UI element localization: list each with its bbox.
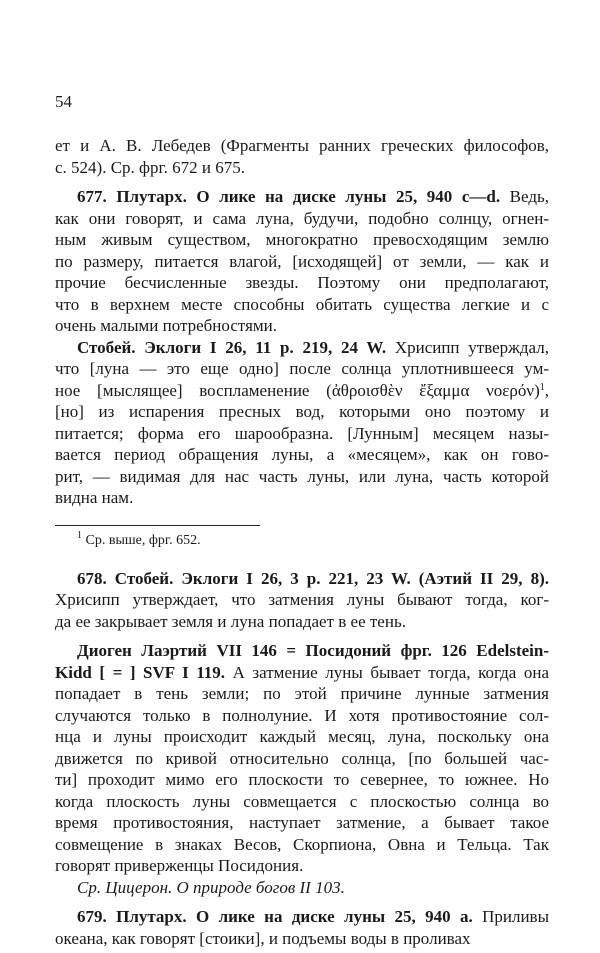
text-line bbox=[55, 726, 549, 748]
text-line bbox=[55, 791, 549, 813]
text-line bbox=[55, 208, 549, 230]
continuation-paragraph bbox=[55, 135, 549, 178]
text-run: как они говорят, и сама луна, будучи, подобно солнцу, огнен- bbox=[55, 208, 549, 228]
text-run: рит, — видимая для нас часть луны, или луна, часть которой bbox=[55, 466, 549, 486]
text-line bbox=[55, 186, 549, 208]
text-run: совмещение в знаках Весов, Скорпиона, Овна и Тельца. Так bbox=[55, 834, 549, 854]
crossref-paragraph bbox=[55, 877, 549, 899]
footnote-marker: 1 bbox=[539, 381, 545, 393]
text-line bbox=[55, 315, 549, 337]
fragment-heading: Kidd [ = ] SVF I 119. bbox=[55, 662, 226, 682]
fragment-paragraph bbox=[55, 640, 549, 877]
text-run: что [луна — это еще одно] после солнца уплотнившееся ум- bbox=[55, 359, 549, 378]
text-run: океана, как говорят [стоики], и подъемы воды в проливах bbox=[55, 928, 471, 948]
text-line bbox=[55, 683, 549, 705]
text-run: случаются только в полнолуние. И хотя противостояние сол- bbox=[55, 705, 549, 725]
text-run: Приливы bbox=[472, 907, 549, 926]
footnote-marker: 1 bbox=[77, 529, 82, 541]
text-line bbox=[55, 466, 549, 488]
text-run: ным живым существом, многократно превосходящим землю bbox=[55, 230, 549, 249]
text-run: что в верхнем месте способны обитать существа легкие и с bbox=[55, 294, 549, 314]
fragment-heading: 679. Плутарх. О лике на диске луны 25, 940 a. bbox=[77, 907, 473, 926]
text-line bbox=[55, 272, 549, 294]
text-run: очень малыми потребностями. bbox=[55, 316, 278, 335]
page-number: 54 bbox=[55, 92, 72, 111]
text-line bbox=[55, 855, 549, 877]
sub-paragraph bbox=[55, 337, 549, 509]
document-body bbox=[55, 135, 549, 949]
text-run: да ее закрывает земля и луна попадает в ее тень. bbox=[55, 611, 406, 631]
text-line bbox=[55, 444, 549, 466]
text-line bbox=[55, 529, 549, 550]
text-line bbox=[55, 401, 549, 423]
text-run: ти] проходит мимо его плоскости то севернее, то южнее. Но bbox=[55, 770, 549, 789]
text-line bbox=[55, 294, 549, 316]
fragment-heading: Стобей. Эклоги I 26, 11 p. 219, 24 W. bbox=[77, 337, 387, 357]
text-run: с. 524). Ср. фрг. 672 и 675. bbox=[55, 157, 245, 177]
text-line bbox=[55, 834, 549, 856]
text-line bbox=[55, 337, 549, 359]
text-run: нца и луны происходит каждый месяц, луна, поскольку она bbox=[55, 727, 549, 746]
text-line bbox=[55, 877, 549, 899]
cross-reference: Ср. Цицерон. О природе богов II 103. bbox=[77, 877, 345, 897]
text-line bbox=[55, 487, 549, 509]
text-line bbox=[55, 251, 549, 273]
fragment-paragraph bbox=[55, 186, 549, 337]
text-line bbox=[55, 423, 549, 445]
text-line bbox=[55, 611, 549, 633]
text-run: видна нам. bbox=[55, 488, 134, 507]
text-line bbox=[55, 812, 549, 834]
footnote-separator bbox=[55, 525, 260, 526]
text-line bbox=[55, 358, 549, 380]
text-line bbox=[55, 928, 549, 950]
fragment-paragraph bbox=[55, 568, 549, 633]
text-run: ет и А. В. Лебедев (Фрагменты ранних греческих философов, bbox=[55, 136, 549, 155]
text-run: ное [мыслящее] воспламенение (ἀθροισθὲν ἔξαμμα νοερόν) bbox=[55, 380, 540, 400]
text-line bbox=[55, 906, 549, 928]
text-run: А затмение луны бывает тогда, когда она bbox=[225, 662, 549, 682]
text-run: Ведь, bbox=[500, 187, 549, 206]
fragment-heading: 677. Плутарх. О лике на диске луны 25, 940 c—d. bbox=[77, 187, 501, 206]
text-line bbox=[55, 748, 549, 770]
text-line bbox=[55, 157, 549, 179]
text-line bbox=[55, 705, 549, 727]
text-run: питается; форма его шарообразна. [Лунным] месяцем назы- bbox=[55, 423, 549, 443]
text-run: время противостояния, наступает затмение, а бывает такое bbox=[55, 813, 549, 832]
text-run: вается период обращения луны, а «месяцем», как он гово- bbox=[55, 445, 549, 464]
text-run: , bbox=[544, 380, 549, 400]
text-run: прочие бесчисленные звезды. Поэтому они предполагают, bbox=[55, 273, 549, 292]
fragment-paragraph bbox=[55, 906, 549, 949]
text-line bbox=[55, 640, 549, 662]
text-run: по размеру, питается влагой, [исходящей] от земли, — как и bbox=[55, 251, 549, 271]
text-line bbox=[55, 589, 549, 611]
text-run: Хрисипп утверждает, что затмения луны бывают тогда, ког- bbox=[55, 590, 549, 609]
fragment-heading: 678. Стобей. Эклоги I 26, 3 p. 221, 23 W. (Аэтий II 29, 8). bbox=[77, 568, 549, 588]
text-run: говорят приверженцы Посидония. bbox=[55, 856, 304, 875]
text-line bbox=[55, 662, 549, 684]
text-run: [но] из испарения пресных вод, которыми оно поэтому и bbox=[55, 402, 549, 421]
fragment-heading: Диоген Лаэртий VII 146 = Посидоний фрг. 126 Edelstein- bbox=[77, 641, 549, 660]
text-run: Ср. выше, фрг. 652. bbox=[82, 532, 201, 548]
text-run: Хрисипп утверждал, bbox=[386, 337, 549, 357]
text-run: попадает в тень земли; по этой причине лунные затмения bbox=[55, 684, 549, 703]
text-line bbox=[55, 769, 549, 791]
text-line bbox=[55, 568, 549, 590]
text-line bbox=[55, 380, 549, 402]
text-run: когда плоскость луны совмещается с плоскостью солнца во bbox=[55, 791, 549, 811]
footnote-paragraph bbox=[55, 529, 549, 550]
text-line bbox=[55, 135, 549, 157]
text-run: движется по кривой относительно солнца, [по большей час- bbox=[55, 748, 549, 768]
text-line bbox=[55, 229, 549, 251]
